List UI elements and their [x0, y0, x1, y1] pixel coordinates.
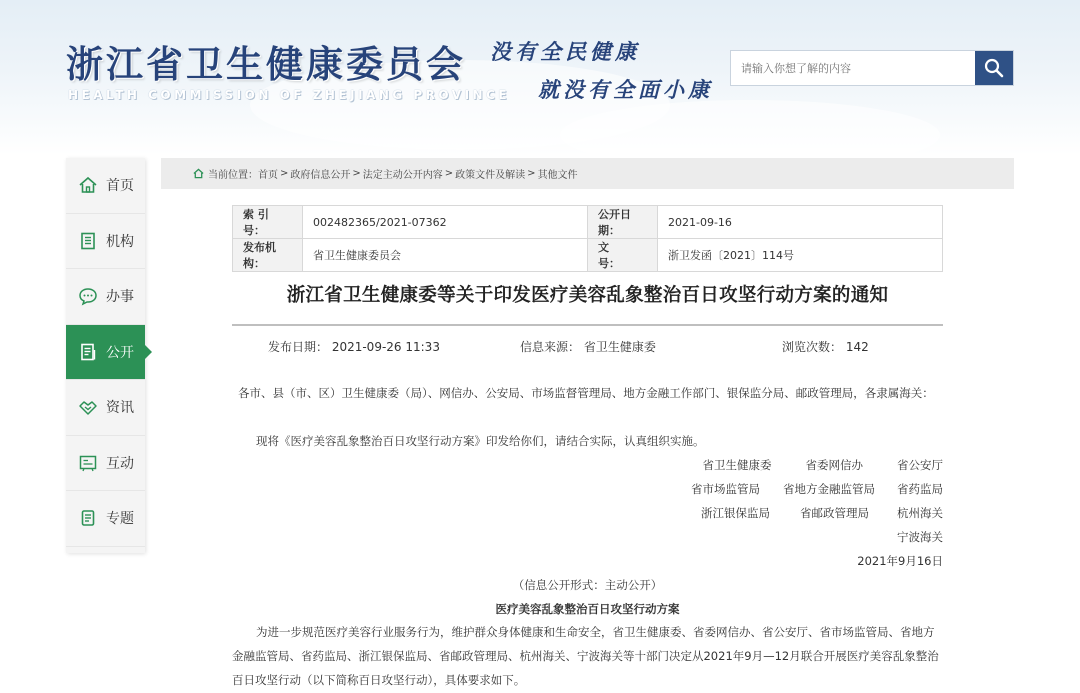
sidebar-item-home[interactable]: [66, 158, 145, 214]
signatory: 宁波海关: [897, 530, 943, 544]
signatory: 省市场监管局: [691, 482, 760, 496]
sidebar-item-label: 机构: [106, 233, 134, 250]
breadcrumb-separator: >: [444, 168, 454, 179]
signatory: 浙江银保监局: [701, 506, 770, 520]
open-date-value: 2021-09-16: [658, 206, 943, 239]
recipients-paragraph: 各市、县（市、区）卫生健康委（局）、网信办、公安局、市场监督管理局、地方金融工作部门、银保监分局、邮政管理局，各隶属海关：: [238, 386, 934, 400]
home-icon: [193, 168, 204, 179]
view-count: 浏览次数： 142: [782, 340, 869, 354]
plan-body-paragraph: 为进一步规范医疗美容行业服务行为，维护群众身体健康和生命安全，省卫生健康委、省委网信办、省公安厅、省市场监管局、省地方金融监管局、省药监局、浙江银保监局、省邮政管理局、杭州海关、宁波海关等十部门决定从2021年9月—12月联合开展医疗美容乱象整治百日攻坚行动（以下简称百日攻坚行动），具体要求如下。: [232, 625, 939, 687]
issuer-value: 省卫生健康委员会: [303, 239, 588, 272]
breadcrumb-separator: >: [352, 168, 361, 179]
disclosure-form: （信息公开形式：主动公开）: [512, 578, 663, 592]
site-title: 浙江省卫生健康委员会: [66, 42, 466, 86]
breadcrumb-link-policy[interactable]: 政策文件及解读: [455, 170, 526, 181]
index-label: 索 引 号：: [233, 206, 303, 239]
breadcrumb-link-home[interactable]: 首页: [258, 170, 278, 181]
sidebar-item-services[interactable]: [66, 269, 145, 325]
sidebar-item-disclosure[interactable]: [66, 325, 145, 381]
signatory: 省公安厅: [897, 458, 943, 472]
slogan-line-2: 就没有全面小康: [538, 77, 713, 102]
sign-date-text: 2021年9月16日: [857, 554, 943, 568]
signatory: 省地方金融监管局: [783, 482, 875, 496]
site-header: [0, 0, 1080, 155]
site-subtitle: HEALTH COMMISSION OF ZHEJIANG PROVINCE: [68, 88, 511, 102]
signatory-row: [703, 457, 944, 473]
plan-title: 医疗美容乱象整治百日攻坚行动方案: [495, 602, 680, 616]
breadcrumb-link-statutory[interactable]: 法定主动公开内容: [362, 170, 443, 181]
sign-date: [857, 553, 943, 569]
breadcrumb-separator: >: [280, 168, 289, 179]
signatory-row: [897, 529, 943, 545]
building-icon: [77, 230, 99, 252]
sidebar-item-label: 互动: [106, 455, 134, 472]
sidebar-item-label: 资讯: [106, 400, 134, 417]
document-icon: [77, 341, 99, 363]
sidebar-item-label: 办事: [106, 289, 134, 306]
handshake-icon: [77, 396, 99, 418]
breadcrumb-link-gov-info[interactable]: 政府信息公开: [290, 170, 351, 181]
sidebar-item-organization[interactable]: [66, 214, 145, 270]
open-date-label: 公开日期：: [588, 206, 658, 239]
interaction-icon: [77, 452, 99, 474]
breadcrumb: [161, 158, 1014, 189]
title-divider: [232, 324, 943, 326]
chat-icon: [77, 285, 99, 307]
doc-number-label: 文 号：: [588, 239, 658, 272]
sidebar-item-interaction[interactable]: [66, 436, 145, 492]
home-icon: [77, 174, 99, 196]
index-value: 002482365/2021-07362: [303, 206, 588, 239]
search-box: [730, 50, 1014, 86]
sidebar-nav: [66, 158, 145, 553]
breadcrumb-prefix: 当前位置：: [208, 170, 258, 181]
breadcrumb-separator: >: [527, 168, 536, 179]
search-input[interactable]: [731, 51, 975, 85]
signatory-row: [701, 505, 943, 521]
publish-date: 发布日期： 2021-09-26 11:33: [268, 340, 440, 354]
issuer-label: 发布机构：: [233, 239, 303, 272]
article-title: 浙江省卫生健康委等关于印发医疗美容乱象整治百日攻坚行动方案的通知: [286, 285, 889, 306]
search-icon: [984, 58, 1004, 78]
info-source: 信息来源： 省卫生健康委: [520, 340, 656, 354]
sidebar-item-label: 公开: [106, 344, 134, 361]
signatory: 省卫生健康委: [702, 458, 772, 472]
slogan-line-1: 没有全民健康: [490, 39, 640, 64]
signatory: 省药监局: [897, 482, 943, 496]
search-button[interactable]: [975, 51, 1013, 85]
intro-paragraph: 现将《医疗美容乱象整治百日攻坚行动方案》印发给你们，请结合实际，认真组织实施。: [256, 434, 705, 448]
sidebar-item-label: 首页: [106, 178, 134, 195]
signatory: 省邮政管理局: [800, 506, 869, 520]
sidebar-item-label: 专题: [106, 511, 134, 528]
topic-icon: [77, 507, 99, 529]
signatory-row: [691, 481, 943, 497]
sidebar-item-topics[interactable]: [66, 491, 145, 547]
signatory: 杭州海关: [897, 506, 943, 520]
document-meta-table: [232, 205, 943, 272]
breadcrumb-link-other[interactable]: 其他文件: [537, 170, 578, 181]
doc-number-value: 浙卫发函〔2021〕114号: [658, 239, 943, 272]
signatory: 省委网信办: [805, 458, 863, 472]
sidebar-item-news[interactable]: [66, 380, 145, 436]
